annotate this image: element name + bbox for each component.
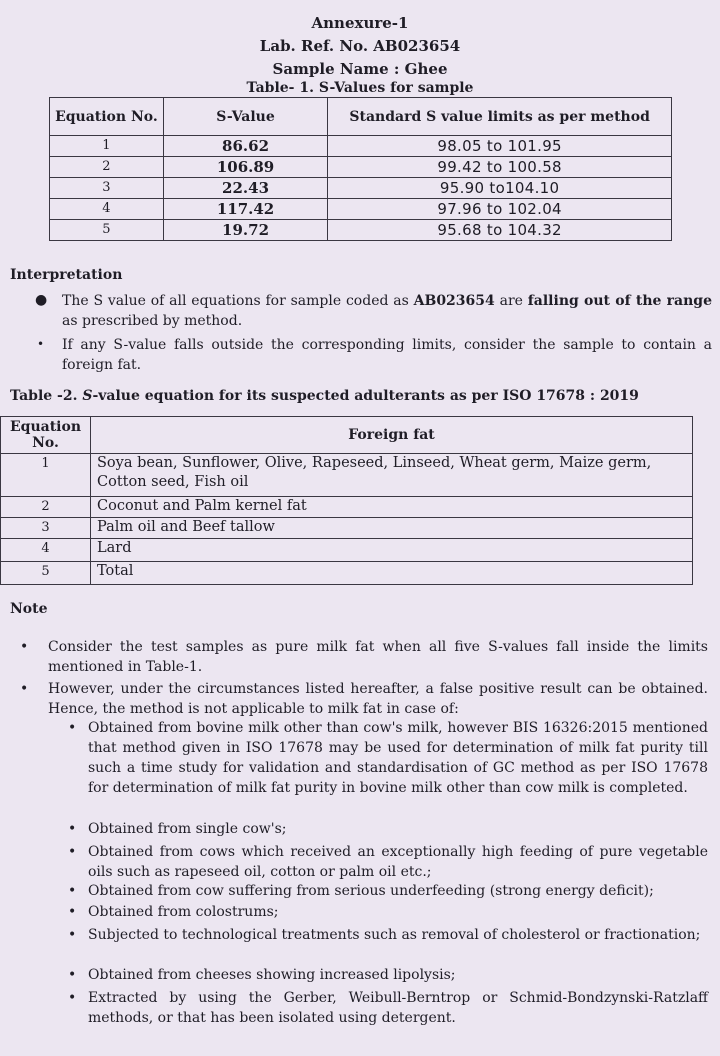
header-limits: Standard S value limits as per method [328, 98, 672, 136]
s-value-cell: 117.42 [163, 199, 327, 220]
foreign-fat-cell: Soya bean, Sunflower, Olive, Rapeseed, Linseed, Wheat germ, Maize germ, Cotton seed, Fish oil [91, 454, 693, 497]
limit-cell: 95.68 to 104.32 [328, 220, 672, 241]
bullet-icon: • [68, 927, 77, 943]
table-row [1, 497, 693, 518]
sample-name: Sample Name : Ghee [272, 60, 448, 78]
table1-caption: Table- 1. S-Values for sample [246, 80, 474, 96]
eq-cell: 1 [1, 454, 91, 497]
bullet-icon: • [68, 990, 77, 1006]
foreign-fat-cell: Total [91, 562, 693, 585]
eq-cell: 3 [1, 518, 91, 539]
header-equation-no: Equation No. [50, 98, 164, 136]
limit-cell: 98.05 to 101.95 [328, 136, 672, 157]
interpretation-point-2: If any S-value falls outside the corresponding limits, consider the sample to contain a foreign fat. [62, 337, 712, 373]
table-row [50, 178, 672, 199]
table-row [50, 220, 672, 241]
bullet-icon: • [68, 844, 77, 860]
table-row [50, 199, 672, 220]
header-equation-no: Equation No. [1, 417, 91, 454]
table2-caption: Table -2. S-value equation for its suspected adulterants as per ISO 17678 : 2019 [10, 388, 639, 404]
note-sub-point: Obtained from single cow's; [88, 821, 287, 837]
table-header-row [1, 417, 693, 454]
eq-cell: 3 [50, 178, 164, 199]
s-value-cell: 106.89 [163, 157, 327, 178]
limit-cell: 95.90 to104.10 [328, 178, 672, 199]
table-row [1, 539, 693, 562]
table-row [50, 136, 672, 157]
bullet-icon: • [20, 681, 29, 697]
table-row [1, 518, 693, 539]
bullet-icon: • [68, 720, 77, 736]
bullet-icon: ● [35, 292, 48, 308]
interpretation-heading: Interpretation [10, 267, 123, 283]
bullet-icon: • [68, 883, 77, 899]
table-header-row [50, 98, 672, 136]
bullet-icon: • [68, 821, 77, 837]
s-value-cell: 22.43 [163, 178, 327, 199]
note-sub-point: Obtained from cow suffering from serious underfeeding (strong energy deficit); [88, 883, 654, 899]
foreign-fat-cell: Coconut and Palm kernel fat [91, 497, 693, 518]
note-sub-point: Obtained from cheeses showing increased lipolysis; [88, 967, 456, 983]
eq-cell: 4 [50, 199, 164, 220]
note-sub-point: Obtained from cows which received an exceptionally high feeding of pure vegetable oils such as rapeseed oil, cotton or palm oil etc.; [88, 844, 708, 880]
eq-cell: 2 [50, 157, 164, 178]
foreign-fat-cell: Lard [91, 539, 693, 562]
note-sub-point: Obtained from colostrums; [88, 904, 279, 920]
note-sub-point: Subjected to technological treatments such as removal of cholesterol or fractionation; [88, 927, 701, 943]
foreign-fat-cell: Palm oil and Beef tallow [91, 518, 693, 539]
eq-cell: 1 [50, 136, 164, 157]
lab-ref: Lab. Ref. No. AB023654 [259, 37, 461, 55]
bullet-icon: • [68, 904, 77, 920]
annexure-title: Annexure-1 [311, 14, 409, 32]
bullet-icon: • [20, 639, 29, 655]
table-row [1, 454, 693, 497]
bullet-icon: • [68, 967, 77, 983]
s-value-cell: 86.62 [163, 136, 327, 157]
note-point-1: Consider the test samples as pure milk fat when all five S-values fall inside the limits mentioned in Table-1. [48, 639, 708, 675]
eq-cell: 4 [1, 539, 91, 562]
note-heading: Note [10, 601, 48, 617]
eq-cell: 5 [1, 562, 91, 585]
note-sub-point: Extracted by using the Gerber, Weibull-Berntrop or Schmid-Bondzynski-Ratzlaff methods, or that has been isolated using detergent. [88, 990, 708, 1026]
bullet-icon: • [37, 337, 45, 351]
adulterants-table [0, 416, 693, 585]
limit-cell: 99.42 to 100.58 [328, 157, 672, 178]
note-point-2: However, under the circumstances listed hereafter, a false positive result can be obtained. Hence, the method is not applicable to milk fat in case of: [48, 681, 708, 717]
interpretation-point-1: The S value of all equations for sample coded as AB023654 are falling out of the range as prescribed by method. [62, 293, 712, 329]
limit-cell: 97.96 to 102.04 [328, 199, 672, 220]
table-row [50, 157, 672, 178]
eq-cell: 5 [50, 220, 164, 241]
s-value-cell: 19.72 [163, 220, 327, 241]
header-s-value: S-Value [163, 98, 327, 136]
eq-cell: 2 [1, 497, 91, 518]
table-row [1, 562, 693, 585]
note-sub-point: Obtained from bovine milk other than cow's milk, however BIS 16326:2015 mentioned that method given in ISO 17678 may be used for determination of milk fat purity till such a time study for validation and standardisation of GC method as per ISO 17678 for determination of milk fat purity in bovine milk other than cow milk is completed. [88, 720, 708, 796]
s-values-table [49, 97, 672, 241]
header-foreign-fat: Foreign fat [91, 417, 693, 454]
